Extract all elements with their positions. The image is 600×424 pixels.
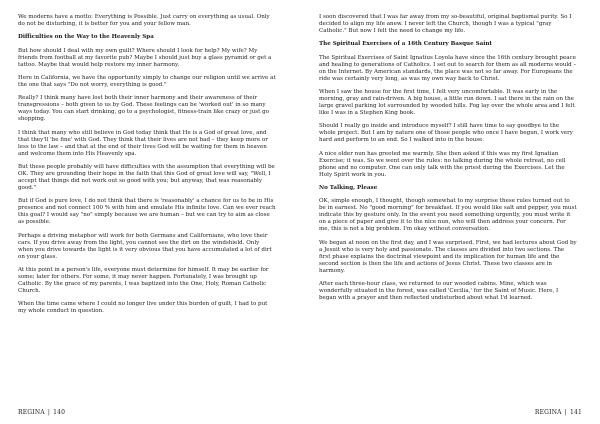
paragraph: We moderns have a motto: Everything is Possible. Just carry on everything as usual. Only do not be disturbing, it is better for you and your fellow man. bbox=[18, 14, 270, 28]
paragraph: The Spiritual Exercises of Saint Ignatius Loyola have since the 16th century brought peace and healing to generations of Catholics. I set out to search for them as all moderns would – on the Internet. By American standards, the place was not so far away. For Europeans the ride was certainly very long, as was my own way back to Christ. bbox=[319, 54, 577, 82]
paragraph: But how should I deal with my own guilt? Where should I look for help? My wife? My friends from football at my favorite pub? Maybe I should just buy a glass pyramid or get a tattoo. Maybe that would help restore my inner harmony. bbox=[18, 47, 272, 68]
running-title: REGINA bbox=[18, 409, 45, 416]
paragraph: After each three-hour class, we returned to our wooded cabins. Mine, which was wonderfully situated in the forest, was called 'Cecilia,' for the Saint of Music. Here, I began with a prayer and then reflected undisturbed about what I'd learned. bbox=[319, 281, 559, 302]
paragraph: I soon discovered that I was far away from my so-beautiful, original baptismal purity. So I decided to align my life anew. I never left the Church, though I was a typical "gray Catholic." But now I felt the need to change my life. bbox=[319, 14, 572, 35]
footer-separator: | bbox=[47, 409, 51, 416]
paragraph: Here in California, we have the opportunity simply to change our religion until we arrive at the one that says "Do not worry, everything is good." bbox=[18, 74, 276, 88]
section-heading: Difficulties on the Way to the Heavenly Spa bbox=[18, 34, 154, 41]
right-page-footer bbox=[535, 409, 582, 417]
paragraph: Should I really go inside and introduce myself? I still have time to say goodbye to the whole project. But I am by nature one of those people who once I have begun, I work very hard and perform to an end. So I walked into in the house. bbox=[319, 123, 573, 144]
paragraph: Perhaps a driving metaphor will work for both Germans and Californians, who love their cars. If you drive away from the light, you cannot see the dirt on the windshield. Only when you drive towards the light is it very obvious that you have accumulated a lot of dirt on your glass. bbox=[18, 232, 272, 260]
paragraph: OK, simple enough, I thought, though somewhat to my surprise these rules turned out to be in earnest. No "good morning" for breakfast. If you would like salt and pepper, you must indicate this by gesture only. In the event you need something urgently, you must write it on a piece of paper and give it to the nice nun, who will then address your concern. For me, this is not a big problem. I'm okay without conversation. bbox=[319, 198, 577, 233]
running-title: REGINA bbox=[534, 409, 562, 416]
paragraph: But these people probably will have difficulties with the assumption that everything will be OK. They are grounding their hope in the faith that this God of great love will say, "Well, I accept that things did not work out so good with you; but anyway, that was reasonably good." bbox=[18, 163, 275, 192]
left-page-footer bbox=[18, 409, 65, 417]
paragraph: A nice older nun has greeted me warmly. She then asked if this was my first Ignatian Exercise; it was. So we went over the rules: no talking during the whole retreat, no cell phone and no computer. One can only talk with the priest during the Exercises. Let the Holy Spirit work in you. bbox=[319, 150, 566, 178]
left-page bbox=[18, 14, 276, 412]
footer-separator: | bbox=[564, 409, 567, 416]
paragraph: But if God is pure love, I do not think that there is 'reasonably' a chance for us to be in His presence and not connect 100 % with him and emulate His infinite love. Can we ever reach this goal? I would say "no" simply because we are human – but we can try to aim as close as possible. bbox=[18, 198, 276, 226]
page-number: 141 bbox=[569, 409, 582, 416]
paragraph: When the time came where I could no longer live under this burden of guilt, I had to put my whole conduct in question. bbox=[18, 301, 268, 315]
paragraph: When I saw the house for the first time, I felt very uncomfortable. It was early in the morning, gray and rain-driven. A big house, a little run down. I sat there in the rain on the large gravel parking lot surrounded by wooded hills. Fog lay over the whole area and I felt like I was in a Stephen King book. bbox=[319, 88, 575, 117]
page-number: 140 bbox=[53, 409, 66, 416]
paragraph: Really? I think many have lost both their inner harmony and their awareness of their transgressions – both given to us by God. These feelings can be 'worked out' in so many ways today. You can start drinking, go to a psychologist, fitness-train like crazy or just go shopping. bbox=[18, 95, 270, 123]
right-page bbox=[319, 14, 577, 412]
section-heading: No Talking, Please bbox=[319, 185, 378, 192]
paragraph: At this point in a person's life, everyone must determine for himself. It may be earlier for some; later for others. For some, it may never happen. Fortunately, I was brought up Catholic. By the grace of my parents, I was baptized into the One, Holy, Roman Catholic Church. bbox=[18, 267, 269, 295]
paragraph: I think that many who still believe in God today think that He is a God of great love, and that they'll 'be fine' with God. They think that their lives are not bad – they keep more or less to the law – and that at the end of their lives God will be waiting for them in heaven and welcome them into His Heavenly spa. bbox=[18, 129, 268, 157]
section-heading: The Spiritual Exercises of a 16th Century Basque Saint bbox=[319, 41, 493, 48]
paragraph: We began at noon on the first day, and I was surprised. First, we had lectures about God by a Jesuit who is very holy and passionate. The classes are divided into two sections. The first phase explains the doctrinal viewpoint and its implication for human life and the second section is then the life and actions of Jesus Christ. These two classes are in harmony. bbox=[319, 239, 577, 274]
